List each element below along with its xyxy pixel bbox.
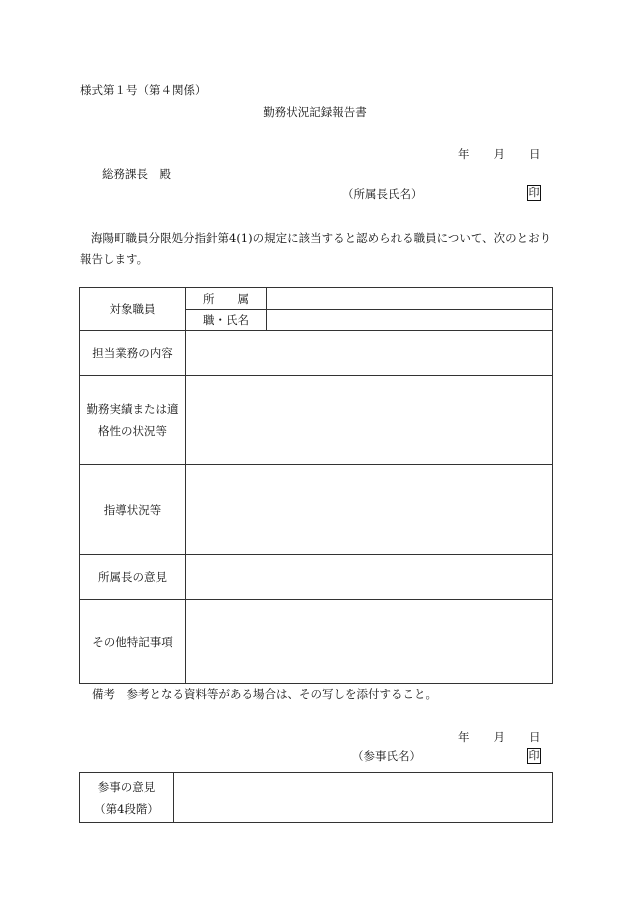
sanji-opinion-label [80,773,174,823]
chief-opinion-field[interactable] [186,555,553,600]
month-label: 月 [493,147,505,161]
seal-box [527,185,541,201]
date-line-2 [458,729,541,745]
addressee: 総務課長 殿 [102,167,171,181]
sanji-opinion-field[interactable] [174,773,553,823]
seal-box-2 [527,748,541,764]
performance-field[interactable] [186,376,553,465]
year-label-2: 年 [458,730,470,744]
department-field[interactable] [267,288,553,310]
month-label-2: 月 [493,730,505,744]
form-number: 様式第１号（第４関係） [80,83,207,97]
day-label-2: 日 [529,730,541,744]
chief-name-label: （所属長氏名） [342,187,423,201]
duties-label: 担当業務の内容 [80,331,186,376]
day-label: 日 [529,147,541,161]
sanji-opinion-label-line1: 参事の意見 [97,779,156,794]
sanji-opinion-table [79,772,553,823]
guidance-field[interactable] [186,465,553,555]
sanji-opinion-label-line2: （第4段階） [94,801,159,816]
position-name-label: 職・氏名 [186,310,267,331]
report-table [79,287,553,684]
document-title: 勤務状況記録報告書 [263,105,367,119]
other-notes-label: その他特記事項 [80,600,186,684]
position-name-field[interactable] [267,310,553,331]
target-employee-label: 対象職員 [80,288,186,331]
performance-label: 勤務実績または適格性の状況等 [80,376,186,465]
body-paragraph: 海陽町職員分限処分指針第4(1)の規定に該当すると認められる職員について、次のとおり報告します。 [80,231,552,266]
other-notes-field[interactable] [186,600,553,684]
chief-opinion-label: 所属長の意見 [80,555,186,600]
seal-label-2: 印 [528,749,540,762]
sanji-name-label: （参事氏名） [352,749,421,763]
year-label: 年 [458,147,470,161]
department-label: 所 属 [186,288,267,310]
date-line [458,146,541,162]
seal-label: 印 [528,186,540,199]
guidance-label: 指導状況等 [80,465,186,555]
duties-field[interactable] [186,331,553,376]
remark: 備考 参考となる資料等がある場合は、その写しを添付すること。 [92,687,437,701]
